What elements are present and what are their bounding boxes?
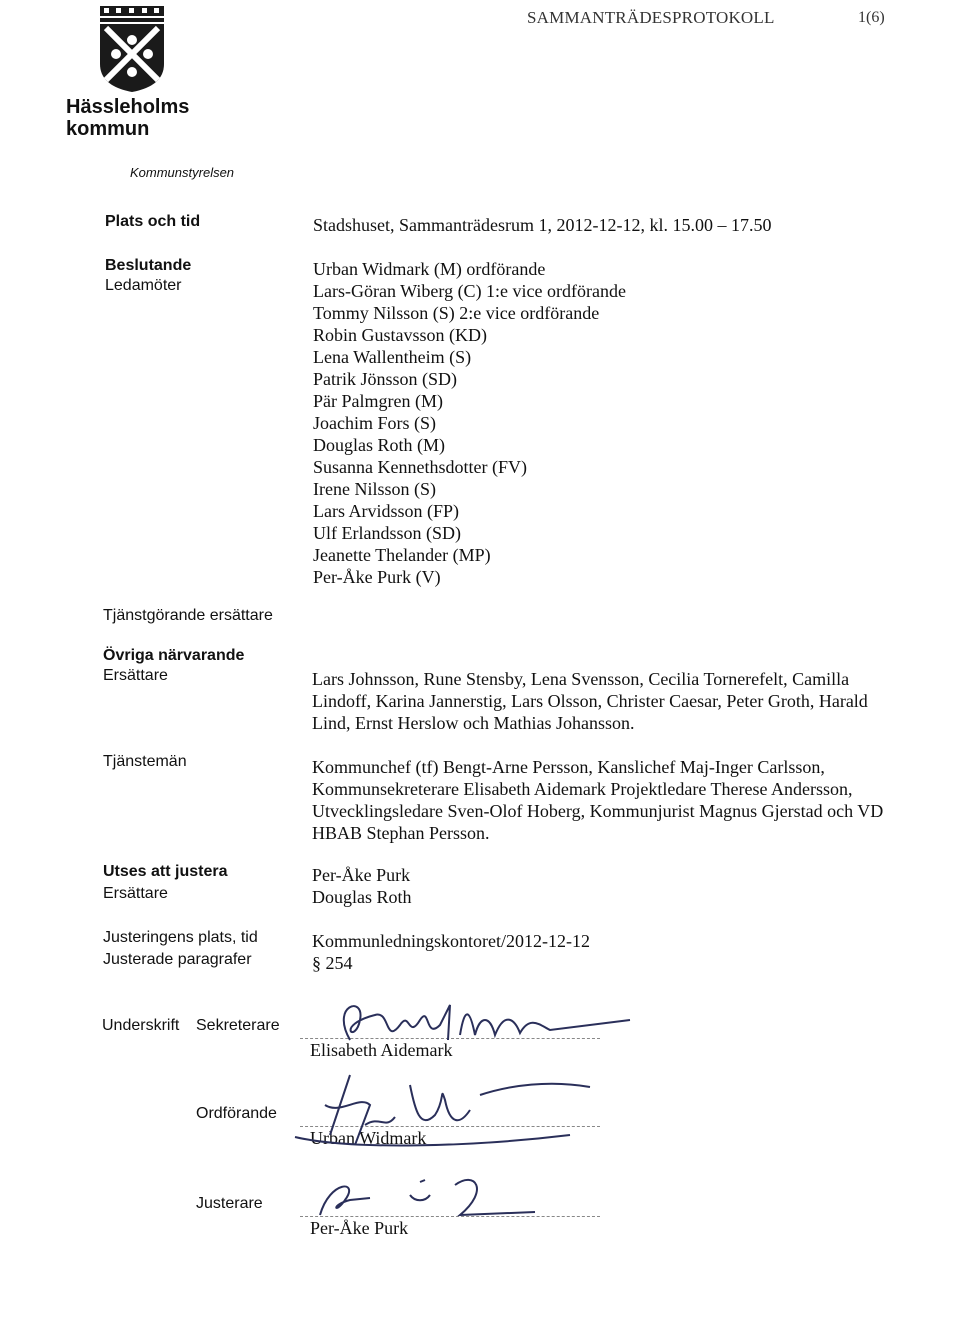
members-label: Ledamöter [105, 277, 182, 294]
municipality-logo [96, 6, 168, 92]
list-item: Lena Wallentheim (S) [313, 347, 472, 367]
adjuster-signature-label: Justerare [196, 1195, 263, 1212]
secretary-signature [290, 985, 650, 1065]
place-time-label: Plats och tid [105, 213, 201, 230]
deciding-label: Beslutande [105, 257, 192, 274]
officials-text: Kommunchef (tf) Bengt-Arne Persson, Kanslichef Maj-Inger Carlsson, Kommunsekreterare Elisabeth Aidemark Projektledare Therese Andersson, Utvecklingsledare Sven-Olof Hoberg, Kommunjurist Magnus Gjerstad och VD HBAB Stephan Persson. [312, 757, 884, 843]
document-title: SAMMANTRÄDESPROTOKOLL [527, 8, 775, 27]
adjuster-signature [290, 1170, 570, 1230]
signature-label: Underskrift [102, 1017, 180, 1034]
page-number: 1(6) [858, 9, 885, 26]
chair-label: Ordförande [196, 1105, 277, 1122]
adjuster-sub-name: Douglas Roth [312, 887, 412, 907]
list-item: Ulf Erlandsson (SD) [313, 523, 461, 543]
adjust-place-label: Justeringens plats, tid [103, 929, 258, 946]
list-item: Tommy Nilsson (S) 2:e vice ordförande [313, 303, 600, 323]
place-time-value: Stadshuset, Sammanträdesrum 1, 2012-12-12, kl. 15.00 – 17.50 [313, 215, 772, 235]
list-item: Urban Widmark (M) ordförande [313, 259, 546, 279]
municipality-name: Hässleholms kommun [66, 96, 190, 140]
list-item: Lars Arvidsson (FP) [313, 501, 460, 521]
secretary-name: Elisabeth Aidemark [310, 1040, 453, 1060]
substitutes-text: Lars Johnsson, Rune Stensby, Lena Svensson, Cecilia Tornerefelt, Camilla Lindoff, Karina Jannerstig, Lars Olsson, Christer Caesar, Peter Groth, Harald Lind, Ernst Herslow och Mathias Johansson. [312, 669, 868, 733]
list-item: Pär Palmgren (M) [313, 391, 443, 411]
adjust-paragraphs-label: Justerade paragrafer [103, 951, 252, 968]
list-item: Susanna Kennethsdotter (FV) [313, 457, 527, 477]
substitutes-label: Ersättare [103, 667, 168, 684]
adjuster-label: Utses att justera [103, 863, 228, 880]
list-item: Per-Åke Purk (V) [313, 567, 441, 587]
adjust-place-value: Kommunledningskontoret/2012-12-12 [312, 931, 590, 951]
adjust-paragraphs-value: § 254 [312, 953, 353, 973]
adjuster-name: Per-Åke Purk [312, 865, 411, 885]
list-item: Jeanette Thelander (MP) [313, 545, 491, 565]
member-list [313, 258, 626, 588]
adjuster-signature-name: Per-Åke Purk [310, 1218, 409, 1238]
adjuster-sub-label: Ersättare [103, 885, 168, 902]
chair-signature [270, 1055, 630, 1155]
officials-label: Tjänstemän [103, 753, 187, 770]
list-item: Lars-Göran Wiberg (C) 1:e vice ordförande [313, 281, 626, 301]
secretary-label: Sekreterare [196, 1017, 280, 1034]
list-item: Joachim Fors (S) [313, 413, 436, 433]
serving-substitutes-label: Tjänstgörande ersättare [103, 607, 273, 624]
list-item: Patrik Jönsson (SD) [313, 369, 458, 389]
department-name: Kommunstyrelsen [130, 165, 235, 180]
list-item: Douglas Roth (M) [313, 435, 445, 455]
list-item: Robin Gustavsson (KD) [313, 325, 487, 345]
chair-name: Urban Widmark [310, 1128, 427, 1148]
list-item: Irene Nilsson (S) [313, 479, 436, 499]
others-label: Övriga närvarande [103, 647, 245, 664]
